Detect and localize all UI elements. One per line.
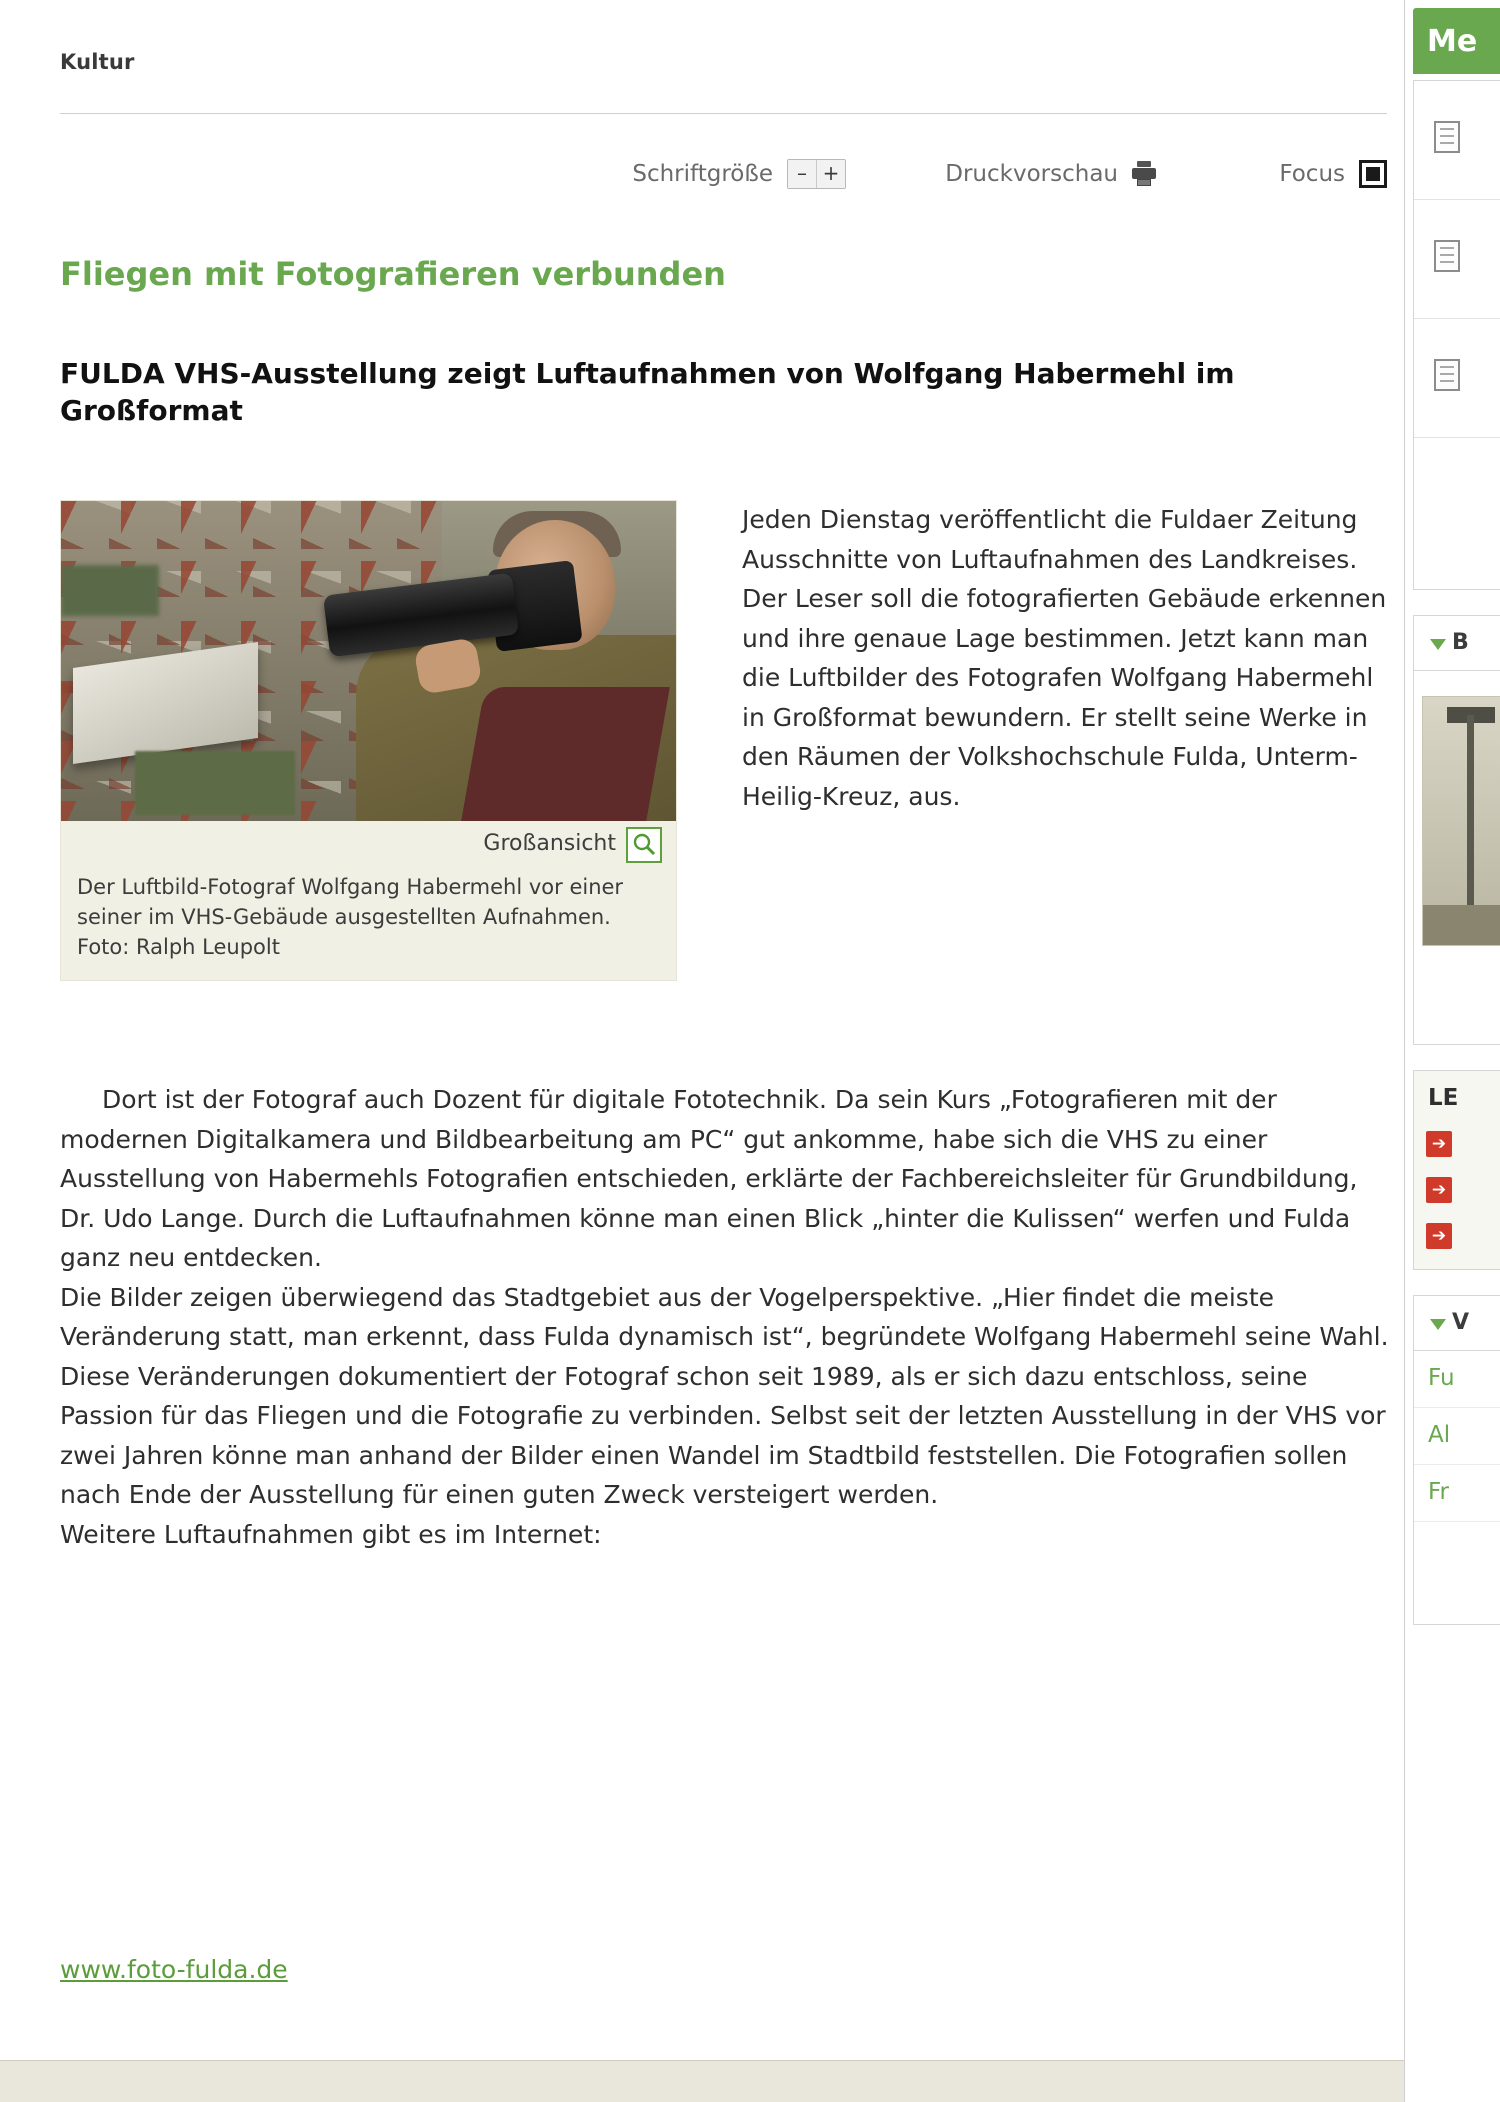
enlarge-label[interactable]: Großansicht: [483, 831, 616, 856]
focus-control[interactable]: [1279, 155, 1387, 193]
breadcrumb[interactable]: Kultur: [60, 50, 135, 74]
list-item[interactable]: [1414, 200, 1500, 319]
article-toolbar: [60, 155, 1387, 193]
fontsize-increase-button[interactable]: +: [816, 160, 845, 188]
weather-panel-label: V: [1452, 1310, 1470, 1335]
article-body-full: [60, 1080, 1390, 1554]
document-icon: [1434, 240, 1460, 272]
bottom-bar: [0, 2060, 1404, 2102]
arrow-right-icon: ➔: [1426, 1223, 1452, 1249]
list-item[interactable]: [1414, 1123, 1500, 1169]
list-item[interactable]: [1414, 1169, 1500, 1215]
weather-item-label: Fu: [1428, 1365, 1455, 1391]
gallery-panel-label: B: [1452, 630, 1469, 655]
paragraph-4: Weitere Luftaufnahmen gibt es im Internet:: [60, 1519, 602, 1549]
figure-caption: Der Luftbild-Fotograf Wolfgang Habermehl vor einer seiner im VHS-Gebäude ausgestellten Aufnahmen. Foto: Ralph Leupolt: [77, 875, 624, 959]
focus-square-icon[interactable]: [1359, 160, 1387, 188]
list-item[interactable]: [1414, 1408, 1500, 1465]
list-item[interactable]: [1414, 319, 1500, 438]
fontsize-decrease-button[interactable]: –: [788, 160, 816, 188]
article-figure: [60, 500, 677, 981]
arrow-right-icon: ➔: [1426, 1177, 1452, 1203]
list-item[interactable]: [1414, 1215, 1500, 1261]
gallery-panel-header[interactable]: [1414, 616, 1500, 671]
sidebar-document-list: [1413, 80, 1500, 590]
weather-item-label: Fr: [1428, 1479, 1450, 1505]
article-kicker: Fliegen mit Fotografieren verbunden: [60, 255, 726, 293]
external-link[interactable]: www.foto-fulda.de: [60, 1955, 288, 1984]
weather-panel-header[interactable]: [1414, 1296, 1500, 1351]
chevron-down-icon: [1430, 639, 1446, 650]
document-icon: [1434, 359, 1460, 391]
chevron-down-icon: [1430, 1319, 1446, 1330]
print-preview-label: Druckvorschau: [945, 161, 1118, 187]
printer-icon[interactable]: [1132, 161, 1156, 187]
sidebar-weather-panel: [1413, 1295, 1500, 1625]
magnifier-icon[interactable]: [626, 827, 662, 863]
paragraph-1: Jeden Dienstag veröffentlicht die Fuldaer Zeitung Ausschnitte von Luftaufnahmen des Landkreises. Der Leser soll die fotografierten Gebäude erkennen und ihre genaue Lage bestimmen. Jetzt kann man die Luftbilder des Fotografen Wolfgang Habermehl in Großformat bewundern. Er stellt seine Werke in den Räumen der Volkshochschule Fulda, Unterm-Heilig-Kreuz, aus.: [742, 505, 1387, 811]
sidebar-header: Me: [1413, 8, 1500, 74]
page-title: FULDA VHS-Ausstellung zeigt Luftaufnahmen von Wolfgang Habermehl im Großformat: [60, 357, 1235, 428]
sidebar: [1404, 0, 1500, 2102]
list-item[interactable]: [1414, 81, 1500, 200]
figure-image[interactable]: [61, 501, 676, 821]
article-body-column: [742, 500, 1390, 816]
fontsize-control: [632, 155, 846, 193]
paragraph-3: Die Bilder zeigen überwiegend das Stadtgebiet aus der Vogelperspektive. „Hier findet die meiste Veränderung statt, man erkennt, dass Fulda dynamisch ist“, begründete Wolfgang Habermehl seine Wahl. Diese Veränderungen dokumentiert der Fotograf schon seit 1989, als er sich dazu entschloss, seine Passion für das Fliegen und die Fotografie zu verbinden. Selbst seit der letzten Ausstellung in der VHS vor zwei Jahren könne man anhand der Bilder einen Wandel im Stadtbild feststellen. Die Fotografien sollen nach Ende der Ausstellung für einen guten Zweck versteigert werden.: [60, 1282, 1389, 1509]
list-item[interactable]: [1414, 1465, 1500, 1522]
document-icon: [1434, 121, 1460, 153]
list-item[interactable]: [1414, 1351, 1500, 1408]
sidebar-links-panel: [1413, 1070, 1500, 1270]
paragraph-2: Dort ist der Fotograf auch Dozent für digitale Fototechnik. Da sein Kurs „Fotografieren mit der modernen Digitalkamera und Bildbearbeitung am PC“ gut ankomme, habe sich die VHS zu einer Ausstellung von Habermehls Fotografien entschieden, erklärte der Fachbereichsleiter für Grundbildung, Dr. Udo Lange. Durch die Luftaufnahmen könne man einen Blick „hinter die Kulissen“ werfen und Fulda ganz neu entdecken.: [60, 1085, 1358, 1272]
arrow-right-icon: ➔: [1426, 1131, 1452, 1157]
print-preview-control[interactable]: [945, 155, 1156, 193]
fontsize-label: Schriftgröße: [632, 161, 773, 187]
sidebar-gallery-panel: [1413, 615, 1500, 1045]
fontsize-buttons: [787, 159, 846, 189]
photo-thumbnail[interactable]: [1422, 696, 1500, 946]
links-panel-title: LE: [1428, 1085, 1459, 1111]
focus-label: Focus: [1279, 161, 1345, 187]
figure-enlarge-bar: [61, 821, 676, 869]
weather-item-label: Al: [1428, 1422, 1451, 1448]
breadcrumb-divider: [60, 113, 1387, 114]
